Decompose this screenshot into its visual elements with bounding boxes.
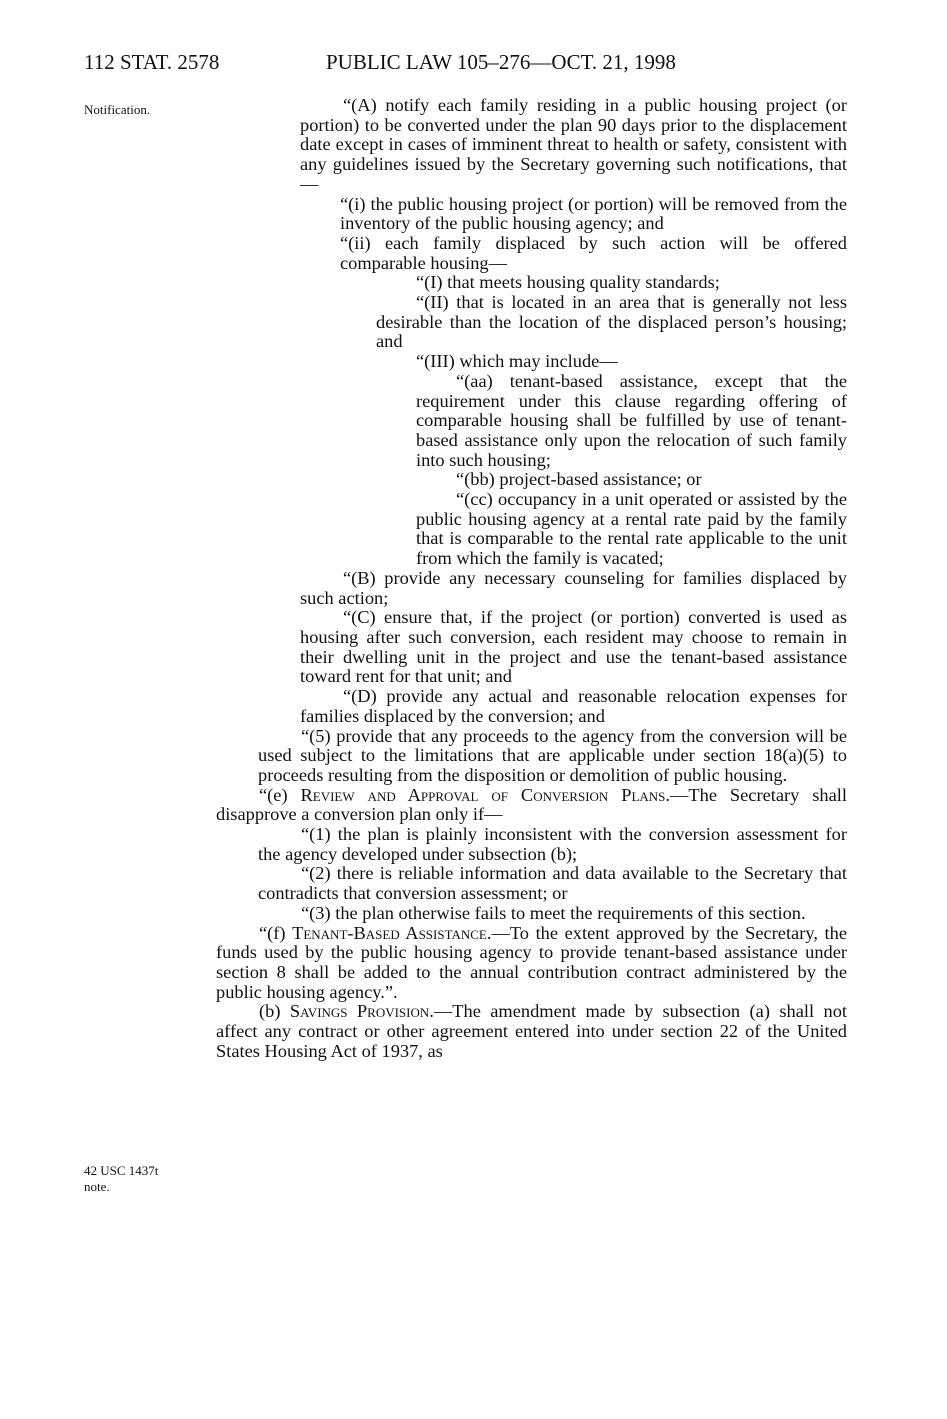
paragraph-e1: “(1) the plan is plainly inconsistent with the conversion assessment for the agency developed under subsection (b); bbox=[258, 824, 847, 864]
paragraph-B: “(B) provide any necessary counseling for families displaced by such action; bbox=[300, 567, 847, 608]
item-aa: “(aa) tenant-based assistance, except that the requirement under this clause regarding offering of comparable housing shall be fulfilled by use of tenant-based assistance only upon the relocation of such family into such housing; bbox=[416, 370, 847, 470]
margin-note-usc-citation bbox=[84, 1163, 158, 1195]
paragraph-D: “(D) provide any actual and reasonable relocation expenses for families displaced by the conversion; and bbox=[300, 686, 847, 726]
paragraph-C: “(C) ensure that, if the project (or portion) converted is used as housing after such conversion, each resident may choose to remain in their dwelling unit in the project and use the tenant-based assistance toward rent for that unit; and bbox=[300, 607, 847, 687]
subsection-e-text: —The Secretary shall disapprove a conversion plan only if— bbox=[216, 784, 848, 825]
paragraph-e3: “(3) the plan otherwise fails to meet the requirements of this section. bbox=[301, 902, 806, 923]
margin-note-usc-line1: 42 USC 1437t bbox=[84, 1163, 159, 1178]
subsection-f-prefix: “(f) bbox=[259, 922, 293, 943]
subclause-II: “(II) that is located in an area that is generally not less desirable than the location of the displaced person’s housing; and bbox=[376, 292, 847, 352]
subsection-f-heading: Tenant-Based Assistance. bbox=[292, 922, 492, 943]
subsection-b bbox=[216, 1002, 847, 1061]
page-number: 112 STAT. 2578 bbox=[84, 50, 220, 74]
subsection-e-prefix: “(e) bbox=[259, 784, 301, 805]
item-cc: “(cc) occupancy in a unit operated or assisted by the public housing agency at a rental rate paid by the family that is comparable to the rental rate applicable to the unit from which the family is vacated; bbox=[416, 489, 847, 569]
subsection-f bbox=[216, 924, 847, 1003]
margin-note-usc-line2: note. bbox=[84, 1179, 110, 1194]
margin-note-notification: Notification. bbox=[84, 102, 151, 117]
item-bb: “(bb) project-based assistance; or bbox=[456, 469, 702, 490]
subclause-III: “(III) which may include— bbox=[416, 351, 618, 372]
subsection-b-prefix: (b) bbox=[259, 1001, 290, 1022]
paragraph-5: “(5) provide that any proceeds to the agency from the conversion will be used subject to the limitations that are applicable under section 18(a)(5) to proceeds resulting from the disposition or demolition of public housing. bbox=[258, 725, 847, 785]
subclause-I: “(I) that meets housing quality standards; bbox=[416, 272, 720, 293]
clause-ii: “(ii) each family displaced by such action will be offered comparable housing— bbox=[340, 232, 847, 273]
subsection-e bbox=[216, 786, 847, 825]
law-title: PUBLIC LAW 105–276—OCT. 21, 1998 bbox=[326, 50, 676, 74]
paragraph-A: “(A) notify each family residing in a public housing project (or portion) to be converted under the plan 90 days prior to the displacement date except in cases of imminent threat to health or safety, consistent with any guidelines issued by the Secretary governing such notifications, that— bbox=[300, 95, 847, 194]
statute-body bbox=[0, 96, 947, 1061]
paragraph-e2: “(2) there is reliable information and data available to the Secretary that contradicts that conversion assessment; or bbox=[258, 863, 847, 904]
subsection-e-heading: Review and Approval of Conversion Plans. bbox=[300, 784, 671, 805]
subsection-f-text: —To the extent approved by the Secretary, the funds used by the public housing agency to provide tenant-based assistance under section 8 shall be added to the annual contribution contract administered by the public housing agency.”. bbox=[216, 922, 847, 1002]
subsection-b-text: —The amendment made by subsection (a) shall not affect any contract or other agreement entered into under section 22 of the United States Housing Act of 1937, as bbox=[216, 1001, 847, 1061]
subsection-b-heading: Savings Provision. bbox=[289, 1001, 434, 1022]
clause-i: “(i) the public housing project (or portion) will be removed from the inventory of the public housing agency; and bbox=[340, 193, 847, 234]
